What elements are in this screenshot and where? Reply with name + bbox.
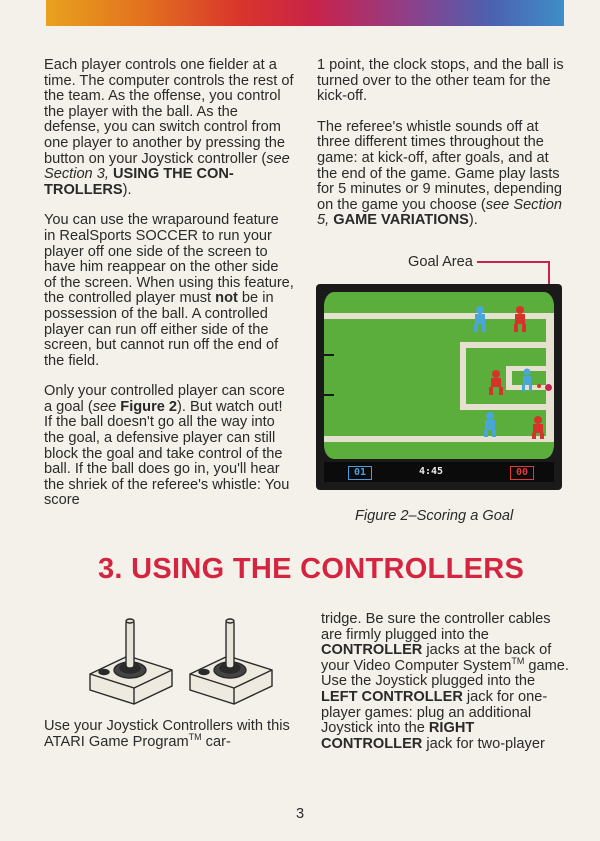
goal-area-label: Goal Area bbox=[408, 254, 473, 270]
soccer-field bbox=[324, 292, 554, 459]
side-tick bbox=[324, 354, 334, 356]
right-column bbox=[317, 58, 565, 244]
joystick-illustration bbox=[80, 612, 280, 708]
paragraph-wraparound: You can use the wraparound feature in RealSports SOCCER to run your player off one side of the screen to have him reappear on the other side of the screen. When using this feature, the controlled player must not be in possession of the ball. A controlled player can run off either side of the screen, but cannot run off the end of the field. bbox=[44, 212, 294, 369]
score-blue: 01 bbox=[348, 466, 372, 480]
goal-end-line bbox=[546, 319, 554, 436]
paragraph-controller-setup: tridge. Be sure the controller cables are firmly plugged into the CONTROLLER jacks at the back of your Video Computer System™ game. Use the Joystick plugged into the LEFT CONTROLLER jack for one-player games: plug an additional Joystick into the RIGHT CONTROLLER jack for two-player bbox=[321, 611, 569, 752]
red-player-top bbox=[514, 306, 526, 332]
game-screen bbox=[316, 284, 562, 490]
joystick-right-icon bbox=[190, 619, 272, 704]
penalty-box-bottom-line bbox=[460, 404, 554, 410]
goal-area-pointer-dot bbox=[545, 384, 552, 391]
section-heading: 3. USING THE CONTROLLERS bbox=[98, 553, 525, 585]
paragraph-scoring: Only your controlled player can score a goal (see Figure 2). But watch out! If the ball doesn't go all the way into the goal, a defensive player can still block the goal and take control of the ball. If the ball does go in, you'll hear the shriek of the referee's whistle: You score bbox=[44, 383, 290, 509]
paragraph-joystick-intro: Use your Joystick Controllers with this ATARI Game Program™ car- bbox=[44, 718, 290, 750]
left-column bbox=[44, 58, 294, 524]
field-bottom-line bbox=[324, 436, 554, 442]
rainbow-header-bar bbox=[46, 0, 564, 26]
page-number: 3 bbox=[296, 806, 305, 822]
field-markings bbox=[324, 292, 554, 459]
score-red: 00 bbox=[510, 466, 534, 480]
figure-caption: Figure 2–Scoring a Goal bbox=[355, 508, 514, 524]
soccer-ball bbox=[537, 384, 541, 388]
blue-player-top bbox=[474, 306, 486, 332]
red-player-bottom bbox=[532, 416, 544, 439]
red-player-middle bbox=[489, 370, 503, 395]
paragraph-whistle: The referee's whistle sounds off at three different times throughout the game: at kick-off, after goals, and at the end of the game. Game play lasts for 5 minutes or 9 minutes, depending on the game you choose (see Section 5, GAME VARIATIONS). bbox=[317, 118, 563, 229]
game-clock: 4:45 bbox=[419, 466, 444, 477]
scoreboard bbox=[324, 462, 554, 482]
joystick-left-icon bbox=[90, 619, 172, 704]
paragraph-fielder-control: Each player controls one fielder at a time. The computer controls the rest of the team. As the offense, you control the player with the ball. As the defense, you can switch control from one player to another by pressing the button on your Joystick controller (see Section 3, USING THE CONTROLLERS). bbox=[44, 57, 294, 198]
penalty-box-top-line bbox=[460, 342, 554, 348]
penalty-box-left-line bbox=[460, 342, 466, 410]
blue-player-bottom bbox=[484, 412, 496, 437]
goal-area-pointer-line bbox=[477, 261, 550, 263]
paragraph-score-point: 1 point, the clock stops, and the ball is turned over to the other team for the kick-off. bbox=[317, 57, 564, 105]
side-tick bbox=[324, 394, 334, 396]
